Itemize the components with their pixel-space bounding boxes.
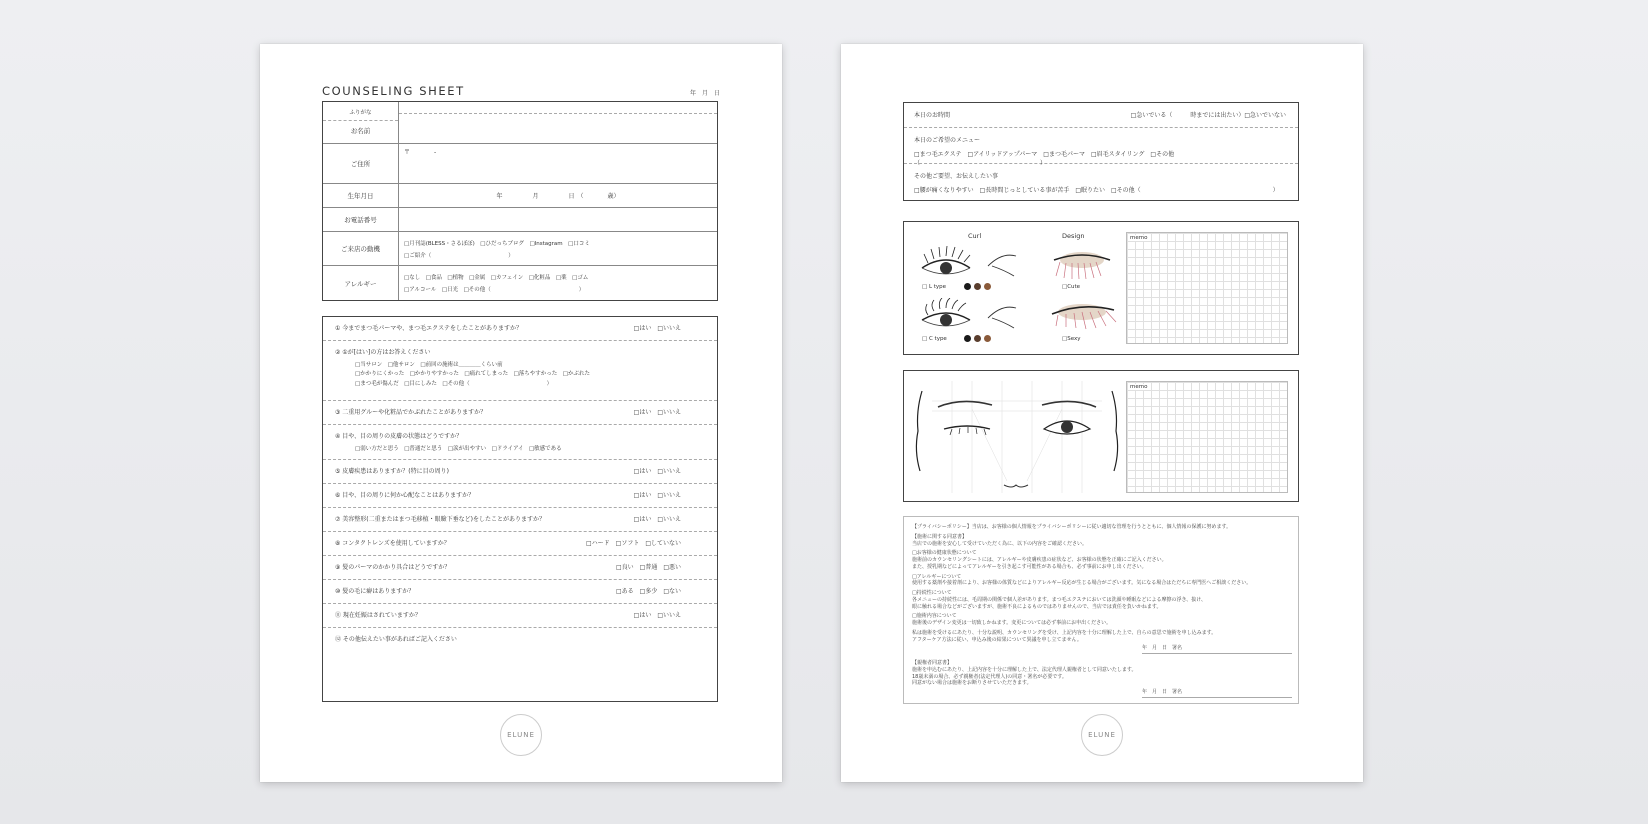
cute-checkbox[interactable]: □Cute [1062, 284, 1081, 290]
name-label: お名前 [350, 127, 371, 136]
question-4: ④ 目や、目の周りの皮膚の状態はどうですか？ □弱い方だと思う □普通だと思う □涙が出やすい □ドライアイ □敏感である [323, 425, 717, 460]
answer-options[interactable]: □ある □多少 □ない [615, 588, 681, 595]
allergy-options-1[interactable]: □なし □食品 □植物 □金属 □カフェイン □化粧品 □薬 □ゴム [404, 275, 589, 281]
birthday-row [323, 184, 717, 208]
birthday-field[interactable]: 年 月 日 （ 歳） [496, 193, 620, 200]
motive-options-1[interactable]: □月刊誌(BLESS・さるぼぼ) □ひだっちブログ □Instagram □口コミ [404, 240, 590, 247]
answer-options[interactable]: □当サロン □他サロン □前回の施術は＿＿＿＿くらい前 [355, 362, 503, 368]
answer-options[interactable]: □はい □いいえ [633, 516, 681, 523]
answer-options[interactable]: □弱い方だと思う □普通だと思う □涙が出やすい □ドライアイ □敏感である [355, 446, 562, 452]
face-brow-illustration [912, 381, 1122, 493]
time-options[interactable]: □急いでいる（ 時までには出たい）□急いでいない [1130, 112, 1286, 119]
memo-label: memo [1130, 235, 1148, 241]
guardian-consent-heading: 【親権者同意書】 [912, 660, 953, 666]
policy-consent-box: 【プライバシーポリシー】当店は、お客様の個人情報をプライバシーポリシーに従い適切な管理を行うとともに、個人情報の保護に努めます。 【施術に関する同意書】 当店での施術を安心して受けていただく為に、以下の内容をご確認ください。 □お客様の健康状態について 施術前のカウンセリングシートには、アレルギーや皮膚疾患の症状など、お客様の状態を正確にご記入ください。 また、授乳期などによってアレルギーを引き起こす可能性がある場合も、必ず事前にお申し出ください。 □アレルギーについて 使用する薬剤や接着剤により、お客様の体質などによりアレルギー反応が生じる場合がございます。気になる場合はただちに専門医へご相談ください。 □持続性について 各メニューの持続性には、毛周期の関係で個人差があります。まつ毛エクステにおいては洗顔や睡眠などによる摩擦の浮き、抜け、 眼に触れる場合などがございますが、施術不良によるものではありませんので、当店では責任を負いかねます。 □施術内容について 施術後のデザイン変更は一切致しかねます。変更については必ず事前にお申出ください。 私は施術を受けるにあたり、十分な説明、カウンセリングを受け、上記内容を十分に理解した上で、自らの意思で施術を申し込みます。 アフターケア方法に従い、申込み後の結果について異議を申し立てません。 年 月 日 署名 【親権者同意書】 施術を申込むにあたり、上記内容を十分に理解した上で、法定代理人親権者として同意いたします。 18歳未満の場合、必ず親権者(法定代理人)の同意・署名が必要です。 同意がない場合は施術をお断りさせていただきます。 年 月 日 署名 [903, 516, 1299, 704]
address-field[interactable] [399, 144, 717, 183]
phone-field[interactable] [399, 208, 717, 231]
l-type-checkbox[interactable]: □ L type [922, 284, 947, 290]
answer-options[interactable]: □ハード □ソフト □していない [585, 540, 681, 547]
answer-options[interactable]: □良い □普通 □悪い [615, 564, 681, 571]
cute-design-illustration [1044, 246, 1120, 280]
elune-logo: ELUNE [500, 714, 542, 756]
sexy-checkbox[interactable]: □Sexy [1062, 336, 1081, 342]
question-10: ⑩ 髪の毛に癖はありますか？ □ある □多少 □ない [323, 580, 717, 604]
signature-line-1[interactable]: 年 月 日 署名 [1142, 645, 1292, 654]
question-6: ⑥ 目や、目の周りに何か心配なことはありますか？ □はい □いいえ [323, 484, 717, 508]
question-7: ⑦ 美容整形(二重またはまつ毛移植・眼瞼下垂など)をしたことがありますか？ □はい □いいえ [323, 508, 717, 532]
profile-table [322, 101, 718, 301]
motive-label: ご来店の動機 [323, 232, 399, 265]
menu-row: 本日のご希望のメニュー □まつ毛エクステ □アイリッドアップパーマ □まつ毛パーマ □眉毛スタイリング □その他（ ） [904, 128, 1298, 164]
brown-swatch[interactable] [984, 283, 991, 290]
postal-mark: 〒 - [404, 149, 437, 156]
birthday-label: 生年月日 [323, 184, 399, 207]
privacy-policy-text: 【プライバシーポリシー】当店は、お客様の個人情報をプライバシーポリシーに従い適切な管理を行うとともに、個人情報の保護に努めます。 [912, 524, 1232, 530]
memo-grid-2[interactable] [1126, 381, 1288, 493]
address-label: ご住所 [323, 144, 399, 183]
name-field[interactable] [399, 102, 717, 143]
curl-design-box [903, 221, 1299, 355]
answer-options[interactable]: □はい □いいえ [633, 325, 681, 332]
request-box [903, 102, 1299, 201]
brown-swatch[interactable] [984, 335, 991, 342]
question-1: ① 今までまつ毛パーマや、まつ毛エクステをしたことがありますか？ □はい □いいえ [323, 317, 717, 341]
design-heading: Design [1062, 232, 1085, 240]
date-header: 年 月 日 [689, 90, 720, 97]
phone-row [323, 208, 717, 232]
c-type-checkbox[interactable]: □ C type [922, 336, 947, 342]
memo-grid-1[interactable] [1126, 232, 1288, 344]
question-2: ② ①が[はい]の方はお答えください □当サロン □他サロン □前回の施術は＿＿＿＿くらい前 □かかりにくかった □かかりやすかった □痛れてしまった □落ちやすかった □かぶれた □まつ毛が傷んだ □目にしみた □その他（ ） [323, 341, 717, 401]
l-curl-eye-illustration [918, 246, 1022, 286]
question-5: ⑤ 皮膚疾患はありますか？(特に目の周り) □はい □いいえ [323, 460, 717, 484]
menu-options[interactable]: □まつ毛エクステ □アイリッドアップパーマ □まつ毛パーマ □眉毛スタイリング □その他（ ） [914, 151, 1175, 167]
color-swatches-l [964, 283, 991, 290]
name-row [323, 102, 717, 144]
signature-line-2[interactable]: 年 月 日 署名 [1142, 689, 1292, 698]
question-11: ⑪ 現在妊娠はされていますか？ □はい □いいえ [323, 604, 717, 628]
counseling-sheet-page-1 [260, 44, 782, 782]
dark-brown-swatch[interactable] [974, 335, 981, 342]
other-row: その他ご要望、お伝えしたい事 □腰が痛くなりやすい □長時間じっとしている事が苦手 □眠りたい □その他（ ） [904, 164, 1298, 200]
answer-options[interactable]: □はい □いいえ [633, 409, 681, 416]
furigana-label: ふりがな [323, 110, 398, 121]
question-3: ③ 二重用グルーや化粧品でかぶれたことがありますか？ □はい □いいえ [323, 401, 717, 425]
phone-label: お電話番号 [323, 208, 399, 231]
color-swatches-c [964, 335, 991, 342]
memo-label: memo [1130, 384, 1148, 390]
question-8: ⑧ コンタクトレンズを使用していますか？ □ハード □ソフト □していない [323, 532, 717, 556]
sexy-design-illustration [1044, 298, 1120, 332]
question-9: ⑨ 髪のパーマのかかり具合はどうですか？ □良い □普通 □悪い [323, 556, 717, 580]
answer-options[interactable]: □はい □いいえ [633, 492, 681, 499]
answer-options[interactable]: □まつ毛が傷んだ □目にしみた □その他（ ） [355, 380, 553, 387]
allergy-options-2[interactable]: □アルコール □日光 □その他（ ） [404, 287, 585, 293]
question-12: ⑫ その他伝えたい事があればご記入ください [335, 636, 457, 643]
c-curl-eye-illustration [918, 298, 1022, 338]
allergy-row [323, 266, 717, 300]
brow-design-box [903, 370, 1299, 502]
curl-heading: Curl [968, 232, 982, 240]
black-swatch[interactable] [964, 335, 971, 342]
motive-row [323, 232, 717, 266]
answer-options[interactable]: □かかりにくかった □かかりやすかった □痛れてしまった □落ちやすかった □かぶれた [355, 371, 590, 378]
black-swatch[interactable] [964, 283, 971, 290]
answer-options[interactable]: □はい □いいえ [633, 468, 681, 475]
motive-options-2[interactable]: □ご紹介（ ） [404, 252, 514, 259]
allergy-label: アレルギー [323, 266, 399, 300]
other-options[interactable]: □腰が痛くなりやすい □長時間じっとしている事が苦手 □眠りたい □その他（ ） [914, 187, 1279, 194]
time-row: 本日のお時間 □急いでいる（ 時までには出たい）□急いでいない [904, 103, 1298, 128]
page-title: COUNSELING SHEET [322, 84, 465, 98]
questions-box [322, 316, 718, 702]
answer-options[interactable]: □はい □いいえ [633, 612, 681, 619]
address-row [323, 144, 717, 184]
dark-brown-swatch[interactable] [974, 283, 981, 290]
elune-logo: ELUNE [1081, 714, 1123, 756]
consent-heading: 【施術に関する同意書】 [912, 533, 968, 540]
counseling-sheet-page-2 [841, 44, 1363, 782]
